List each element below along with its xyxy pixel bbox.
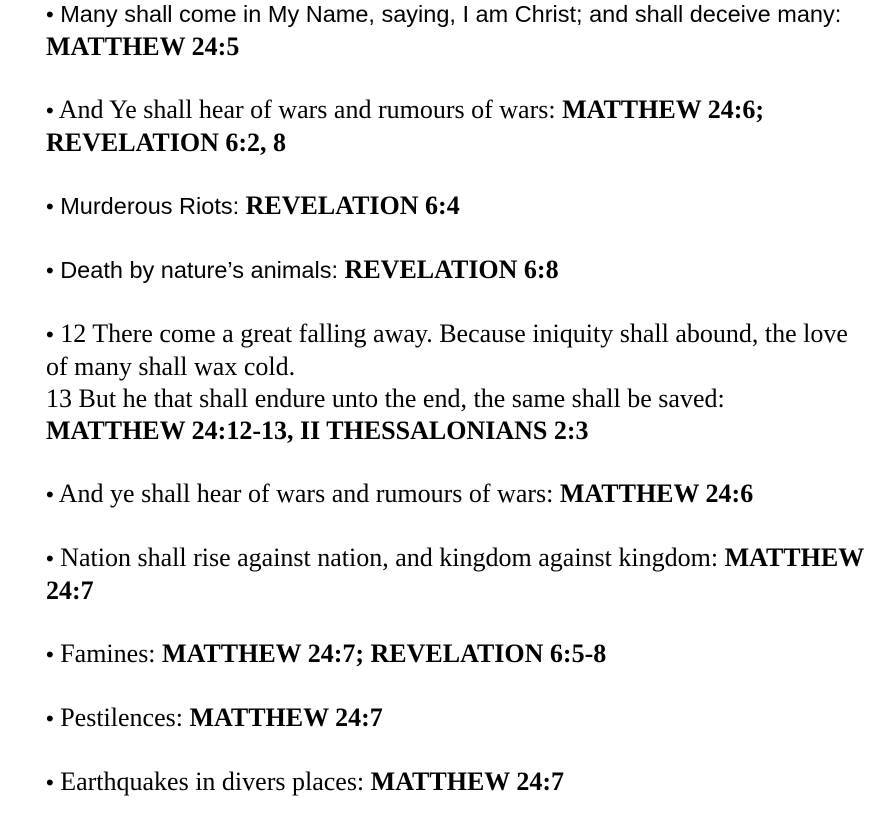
bullet: • bbox=[46, 98, 54, 123]
scripture-reference: MATTHEW 24:6; REVELATION 6:2, 8 bbox=[46, 95, 765, 157]
item-text: And ye shall hear of wars and rumours of wars: bbox=[58, 479, 560, 508]
list-item bbox=[46, 542, 866, 607]
scripture-reference: MATTHEW 24:12-13, II THESSALONIANS 2:3 bbox=[46, 416, 589, 445]
scripture-reference: REVELATION 6:4 bbox=[245, 191, 460, 220]
bullet: • bbox=[46, 546, 54, 571]
scripture-reference: REVELATION 6:8 bbox=[344, 255, 559, 284]
list-item bbox=[46, 478, 866, 511]
scripture-reference: MATTHEW 24:5 bbox=[46, 32, 240, 61]
bullet: • bbox=[46, 258, 54, 283]
bullet: • bbox=[46, 2, 54, 27]
item-text: Famines: bbox=[60, 639, 163, 668]
item-text: Death by nature’s animals: bbox=[60, 257, 345, 283]
list-item bbox=[46, 318, 866, 447]
list-item bbox=[46, 190, 866, 223]
item-text: Pestilences: bbox=[60, 703, 190, 732]
scripture-reference: MATTHEW 24:7 bbox=[370, 767, 564, 796]
item-text: And Ye shall hear of wars and rumours of wars: bbox=[58, 95, 563, 124]
scripture-reference: MATTHEW 24:7 bbox=[189, 703, 383, 732]
item-text-continued: 13 But he that shall endure unto the end, the same shall be saved: bbox=[46, 384, 725, 413]
item-text: Earthquakes in divers places: bbox=[60, 767, 371, 796]
scripture-reference: MATTHEW 24:7; REVELATION 6:5-8 bbox=[162, 639, 607, 668]
list-item bbox=[46, 638, 866, 671]
list-item bbox=[46, 766, 866, 799]
scripture-reference: MATTHEW 24:7 bbox=[46, 543, 864, 605]
bullet: • bbox=[46, 322, 54, 347]
scripture-reference: MATTHEW 24:6 bbox=[559, 479, 754, 508]
bullet: • bbox=[46, 194, 54, 219]
item-text: Murderous Riots: bbox=[60, 193, 246, 219]
bullet: • bbox=[46, 770, 54, 795]
item-text: Nation shall rise against nation, and kingdom against kingdom: bbox=[60, 543, 725, 572]
list-item bbox=[46, 702, 866, 735]
item-text: 12 There come a great falling away. Because iniquity shall abound, the love of many shall wax cold. bbox=[46, 319, 848, 381]
document-body bbox=[46, 0, 866, 830]
list-item bbox=[46, 0, 866, 63]
bullet: • bbox=[46, 642, 54, 667]
bullet: • bbox=[46, 706, 54, 731]
item-text: Many shall come in My Name, saying, I am Christ; and shall deceive many: bbox=[60, 1, 842, 27]
bullet: • bbox=[46, 482, 54, 507]
list-item bbox=[46, 254, 866, 287]
list-item bbox=[46, 94, 866, 159]
